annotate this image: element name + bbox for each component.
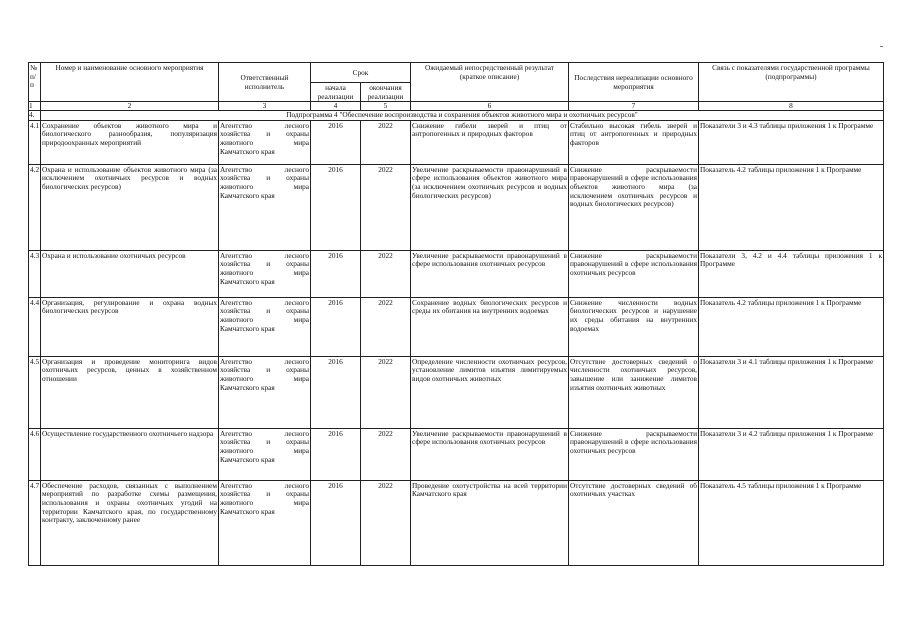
row-expected: Увеличение раскрываемости правонарушений в сфере использования охотничьих ресурсов (411, 250, 569, 297)
row-end: 2022 (361, 120, 411, 164)
header-consequences: Последствия нереализации основного мероприятия (569, 63, 699, 102)
row-consequences: Снижение раскрываемости правонарушений в сфере использования объектов животного мира (за исключением охотничьих ресурсов и водных биологических ресурсов) (569, 164, 699, 250)
row-no: 4.2 (29, 164, 41, 250)
header-expected: Ожидаемый непосредственный результат (краткое описание) (411, 63, 569, 102)
row-link: Показатели 3, 4.2 и 4.4 таблицы приложения 1 к Программе (699, 250, 884, 297)
row-consequences: Отсутствие достоверных сведений об охотничьих участках (569, 480, 699, 565)
row-start: 2016 (311, 356, 361, 428)
row-executor: Агентство лесного хозяйства и охраны животного мира Камчатского края (219, 250, 311, 297)
column-number: 4 (311, 102, 361, 111)
table-row (29, 428, 884, 480)
row-end: 2022 (361, 164, 411, 250)
header-end: окончания реализации (361, 83, 411, 102)
row-name: Обеспечение расходов, связанных с выполнением мероприятий по разработке схемы размещения, использования и охраны охотничьих угодий на территории Камчатского края, по государственному контракту, заключенному ранее (41, 480, 219, 565)
table-row (29, 356, 884, 428)
row-consequences: Снижение раскрываемости правонарушений в сфере использования охотничьих ресурсов (569, 250, 699, 297)
row-link: Показатели 3 и 4.2 таблицы приложения 1 к Программе (699, 428, 884, 480)
header-start: начала реализации (311, 83, 361, 102)
row-start: 2016 (311, 120, 361, 164)
row-consequences: Снижение численности водных биологических ресурсов и нарушение их среды обитания на внутренних водоемах (569, 297, 699, 356)
subprogram-row (29, 111, 884, 121)
row-no: 4.1 (29, 120, 41, 164)
row-link: Показатели 3 и 4.3 таблицы приложения 1 к Программе (699, 120, 884, 164)
row-link: Показатель 4.5 таблицы приложения 1 к Программе (699, 480, 884, 565)
row-expected: Сохранение водных биологических ресурсов и среды их обитания на внутренних водоемах (411, 297, 569, 356)
column-number: 8 (699, 102, 884, 111)
row-no: 4.3 (29, 250, 41, 297)
column-number: 5 (361, 102, 411, 111)
row-no: 4.4 (29, 297, 41, 356)
scan-speck (880, 46, 883, 47)
table-row (29, 120, 884, 164)
row-name: Организация, регулирование и охрана водных биологических ресурсов (41, 297, 219, 356)
header-link: Связь с показателями государственной программы (подпрограммы) (699, 63, 884, 102)
row-end: 2022 (361, 480, 411, 565)
row-end: 2022 (361, 250, 411, 297)
column-numbers-row (29, 102, 884, 111)
measures-table (28, 62, 884, 566)
row-consequences: Стабильно высокая гибель зверей и птиц от антропогенных и природных факторов (569, 120, 699, 164)
row-start: 2016 (311, 164, 361, 250)
row-name: Охрана и использование объектов животного мира (за исключением охотничьих ресурсов и водных биологических ресурсов) (41, 164, 219, 250)
measures-table-sheet (28, 62, 884, 566)
column-number: 1 (29, 102, 41, 111)
row-name: Охрана и использование охотничьих ресурсов (41, 250, 219, 297)
row-executor: Агентство лесного хозяйства и охраны животного мира Камчатского края (219, 120, 311, 164)
header-period: Срок (311, 63, 411, 83)
row-start: 2016 (311, 480, 361, 565)
row-executor: Агентство лесного хозяйства и охраны животного мира Камчатского края (219, 297, 311, 356)
row-end: 2022 (361, 297, 411, 356)
row-executor: Агентство лесного хозяйства и охраны животного мира Камчатского края (219, 164, 311, 250)
header-executor: Ответственный исполнитель (219, 63, 311, 102)
row-name: Организация и проведение мониторинга видов охотничьих ресурсов, ценных в хозяйственном отношении (41, 356, 219, 428)
table-row (29, 250, 884, 297)
table-row (29, 297, 884, 356)
row-expected: Определение численности охотничьих ресурсов, установление лимитов изъятия лимитируемых видов охотничьих животных (411, 356, 569, 428)
row-expected: Увеличение раскрываемости правонарушений в сфере использования объектов животного мира (за исключением охотничьих ресурсов и водных биологических ресурсов) (411, 164, 569, 250)
table-row (29, 480, 884, 565)
row-expected: Проведение охотустройства на всей территории Камчатского края (411, 480, 569, 565)
row-name: Осуществление государственного охотничьего надзора (41, 428, 219, 480)
header-no: № п/п (29, 63, 41, 102)
column-number: 2 (41, 102, 219, 111)
row-executor: Агентство лесного хозяйства и охраны животного мира Камчатского края (219, 356, 311, 428)
row-link: Показатель 4.2 таблицы приложения 1 к Программе (699, 297, 884, 356)
row-start: 2016 (311, 250, 361, 297)
row-start: 2016 (311, 428, 361, 480)
row-link: Показатель 4.2 таблицы приложения 1 к Программе (699, 164, 884, 250)
row-executor: Агентство лесного хозяйства и охраны животного мира Камчатского края (219, 428, 311, 480)
subprogram-title: Подпрограмма 4 "Обеспечение воспроизводства и сохранения объектов животного мира и охотничьих ресурсов" (41, 111, 884, 121)
row-expected: Увеличение раскрываемости правонарушений в сфере использования охотничьих ресурсов (411, 428, 569, 480)
column-number: 7 (569, 102, 699, 111)
row-no: 4.5 (29, 356, 41, 428)
header-name: Номер и наименование основного мероприятия (41, 63, 219, 102)
column-number: 6 (411, 102, 569, 111)
row-consequences: Снижение раскрываемости правонарушений в сфере использования охотничьих ресурсов (569, 428, 699, 480)
row-no: 4.6 (29, 428, 41, 480)
row-consequences: Отсутствие достоверных сведений о численности охотничьих ресурсов, завышение или занижение лимитов изъятия охотничьих животных (569, 356, 699, 428)
row-executor: Агентство лесного хозяйства и охраны животного мира Камчатского края (219, 480, 311, 565)
row-expected: Снижение гибели зверей и птиц от антропогенных и природных факторов (411, 120, 569, 164)
subprogram-no: 4. (29, 111, 41, 121)
row-end: 2022 (361, 356, 411, 428)
row-start: 2016 (311, 297, 361, 356)
table-row (29, 164, 884, 250)
header-row-1 (29, 63, 884, 83)
row-name: Сохранение объектов животного мира и биологического разнообразия, популяризация природоохранных мероприятий (41, 120, 219, 164)
row-link: Показатели 3 и 4.1 таблицы приложения 1 к Программе (699, 356, 884, 428)
row-end: 2022 (361, 428, 411, 480)
column-number: 3 (219, 102, 311, 111)
row-no: 4.7 (29, 480, 41, 565)
